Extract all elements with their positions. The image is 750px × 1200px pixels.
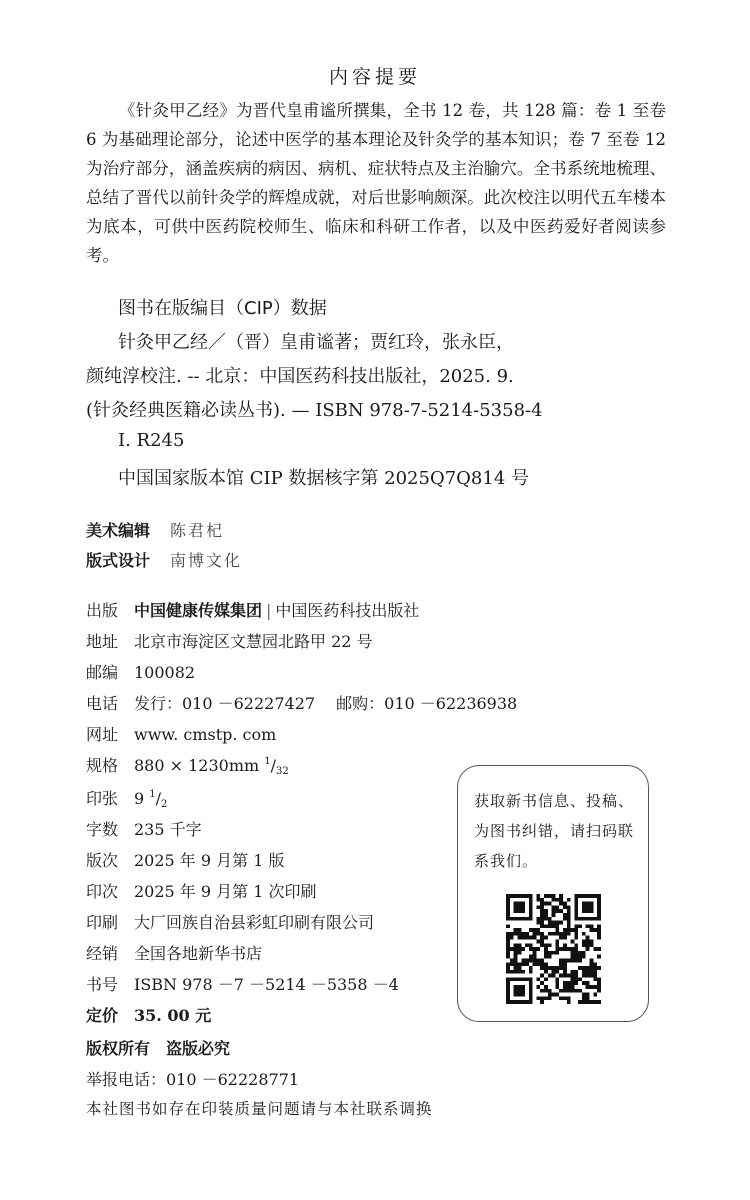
- info-price: 定价 35. 00 元: [86, 1006, 212, 1025]
- info-word-count: 字数 235 千字: [86, 820, 202, 839]
- cip-heading: 图书在版编目（CIP）数据: [118, 298, 327, 319]
- info-publisher: 出版 中国健康传媒集团 | 中国医药科技出版社: [86, 601, 420, 620]
- info-address: 地址 北京市海淀区文慧园北路甲 22 号: [86, 632, 373, 651]
- info-isbn: 书号 ISBN 978 －7 －5214 －5358 －4: [86, 975, 399, 994]
- credit-art-editor: [86, 518, 224, 541]
- publisher-group: 中国健康传媒集团: [134, 601, 263, 620]
- publisher-separator: |: [266, 601, 272, 620]
- credit-label: 版式设计: [86, 551, 151, 570]
- credit-layout-design: [86, 548, 242, 571]
- report-phone: 举报电话：010 －62228771: [86, 1070, 300, 1089]
- info-format: 规格 880 × 1230mm $^1/_{32}$: [86, 756, 289, 777]
- qr-instruction-text: 获取新书信息、投稿、为图书纠错，请扫码联系我们。: [474, 792, 635, 870]
- qr-code-icon[interactable]: [506, 894, 601, 1004]
- copyright-notice: 版权所有 盗版必究: [86, 1039, 231, 1058]
- cip-line-3: (针灸经典医籍必读丛书). — ISBN 978-7-5214-5358-4: [86, 400, 543, 421]
- credit-value: 陈君杞: [170, 521, 225, 540]
- info-edition: 版次 2025 年 9 月第 1 版: [86, 851, 285, 870]
- cip-line-1: 针灸甲乙经／（晋）皇甫谧著；贾红玲，张永臣，: [118, 332, 514, 353]
- quality-notice: 本社图书如存在印装质量问题请与本社联系调换: [86, 1100, 433, 1118]
- summary-body: 《针灸甲乙经》为晋代皇甫谧所撰集，全书 12 卷，共 128 篇：卷 1 至卷 6 为基础理论部分，论述中医学的基本理论及针灸学的基本知识；卷 7 至卷 12 为治疗部分，涵盖疾病的病因、病机、症状特点及主治腧穴。全书系统地梳理、总结了晋代以前针灸学的辉煌成就，对后世影响颇深。此次校注以明代五车楼本为底本，可供中医药院校师生、临床和科研工作者，以及中医药爱好者阅读参考。: [86, 101, 666, 265]
- summary-title: 内容提要: [328, 66, 421, 88]
- info-distributor: 经销 全国各地新华书店: [86, 944, 263, 963]
- info-zip: 邮编 100082: [86, 663, 196, 682]
- info-printing: 印次 2025 年 9 月第 1 次印刷: [86, 882, 317, 901]
- qr-contact-box: [457, 765, 649, 1022]
- info-sheets: 印张 9 $^1/_2$: [86, 789, 168, 810]
- credit-label: 美术编辑: [86, 521, 151, 540]
- credit-value: 南博文化: [170, 551, 243, 570]
- info-phone: 电话 发行：010 －62227427 邮购：010 －62236938: [86, 694, 518, 713]
- cip-line-5: 中国国家版本馆 CIP 数据核字第 2025Q7Q814 号: [118, 468, 530, 489]
- cip-line-4: Ⅰ. R245: [118, 430, 185, 451]
- publisher-name: 中国医药科技出版社: [275, 601, 420, 620]
- info-printer: 印刷 大厂回族自治县彩虹印刷有限公司: [86, 913, 375, 932]
- cip-line-2: 颜纯淳校注. -- 北京：中国医药科技出版社，2025. 9.: [86, 366, 514, 387]
- info-website: 网址 www. cmstp. com: [86, 725, 277, 744]
